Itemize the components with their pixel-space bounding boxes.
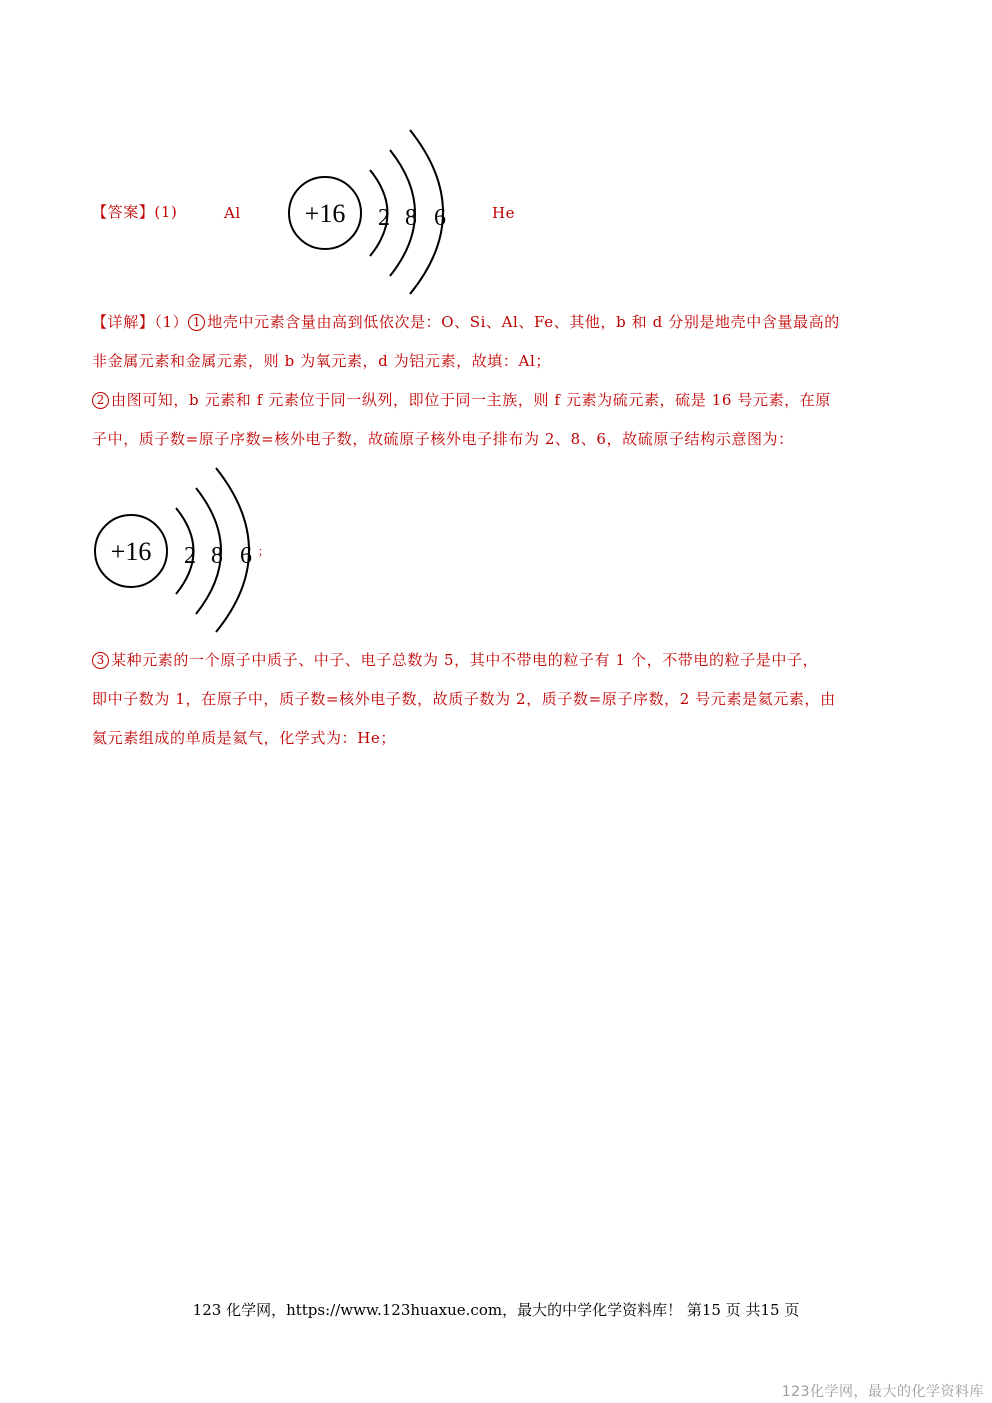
explanation-part: （1） bbox=[154, 313, 189, 331]
explanation-p3-line2: 即中子数为 1，在原子中，质子数=核外电子数，故质子数为 2，质子数=原子序数，2 号元素是氦元素，由 bbox=[92, 690, 836, 708]
shell-electrons-1: 2 bbox=[378, 205, 390, 231]
explanation-p3-line3: 氦元素组成的单质是氦气，化学式为：He； bbox=[92, 729, 396, 747]
circled-number-2: 2 bbox=[92, 392, 109, 409]
explanation-text: 由图可知，b 元素和 f 元素位于同一纵列，即位于同一主族，则 f 元素为硫元素，硫是 16 号元素，在原 bbox=[111, 391, 831, 409]
explanation-tag: 【详解】 bbox=[92, 313, 155, 331]
circled-number-1: 1 bbox=[188, 314, 205, 331]
explanation-p1-line1 bbox=[92, 312, 840, 332]
explanation-p3-line1 bbox=[92, 650, 818, 670]
sulfur-atom-diagram-middle bbox=[86, 460, 286, 640]
shell-electrons-3: 6 bbox=[434, 205, 446, 231]
explanation-p1-line2: 非金属元素和金属元素，则 b 为氧元素，d 为铝元素，故填：Al； bbox=[92, 352, 551, 370]
site-watermark: 123化学网，最大的化学资料库 bbox=[781, 1384, 984, 1400]
explanation-p2-line1 bbox=[92, 390, 831, 410]
explanation-text: 某种元素的一个原子中质子、中子、电子总数为 5，其中不带电的粒子有 1 个，不带电的粒子是中子， bbox=[111, 651, 819, 669]
explanation-text: 地壳中元素含量由高到低依次是：O、Si、Al、Fe、其他，b 和 d 分别是地壳中含量最高的 bbox=[207, 313, 840, 331]
nucleus-charge: +16 bbox=[304, 199, 346, 228]
trailing-semicolon: ； bbox=[258, 546, 269, 558]
shell-electrons-2: 8 bbox=[211, 543, 223, 569]
shell-electrons-2: 8 bbox=[405, 205, 417, 231]
answer-symbol-he: He bbox=[492, 204, 516, 222]
answer-line bbox=[92, 202, 177, 222]
shell-electrons-1: 2 bbox=[184, 543, 196, 569]
shell-electrons-3: 6 bbox=[240, 543, 252, 569]
circled-number-3: 3 bbox=[92, 652, 109, 669]
answer-tag: 【答案】 bbox=[92, 203, 155, 221]
nucleus-charge: +16 bbox=[110, 537, 152, 566]
answer-symbol-al: Al bbox=[224, 204, 241, 222]
answer-part: (1) bbox=[154, 203, 178, 221]
sulfur-atom-diagram-top bbox=[280, 120, 480, 300]
page-footer: 123 化学网，https://www.123huaxue.com，最大的中学化学资料库！ 第15 页 共15 页 bbox=[192, 1301, 800, 1319]
explanation-p2-line2: 子中，质子数=原子序数=核外电子数，故硫原子核外电子排布为 2、8、6，故硫原子结构示意图为： bbox=[92, 430, 794, 448]
